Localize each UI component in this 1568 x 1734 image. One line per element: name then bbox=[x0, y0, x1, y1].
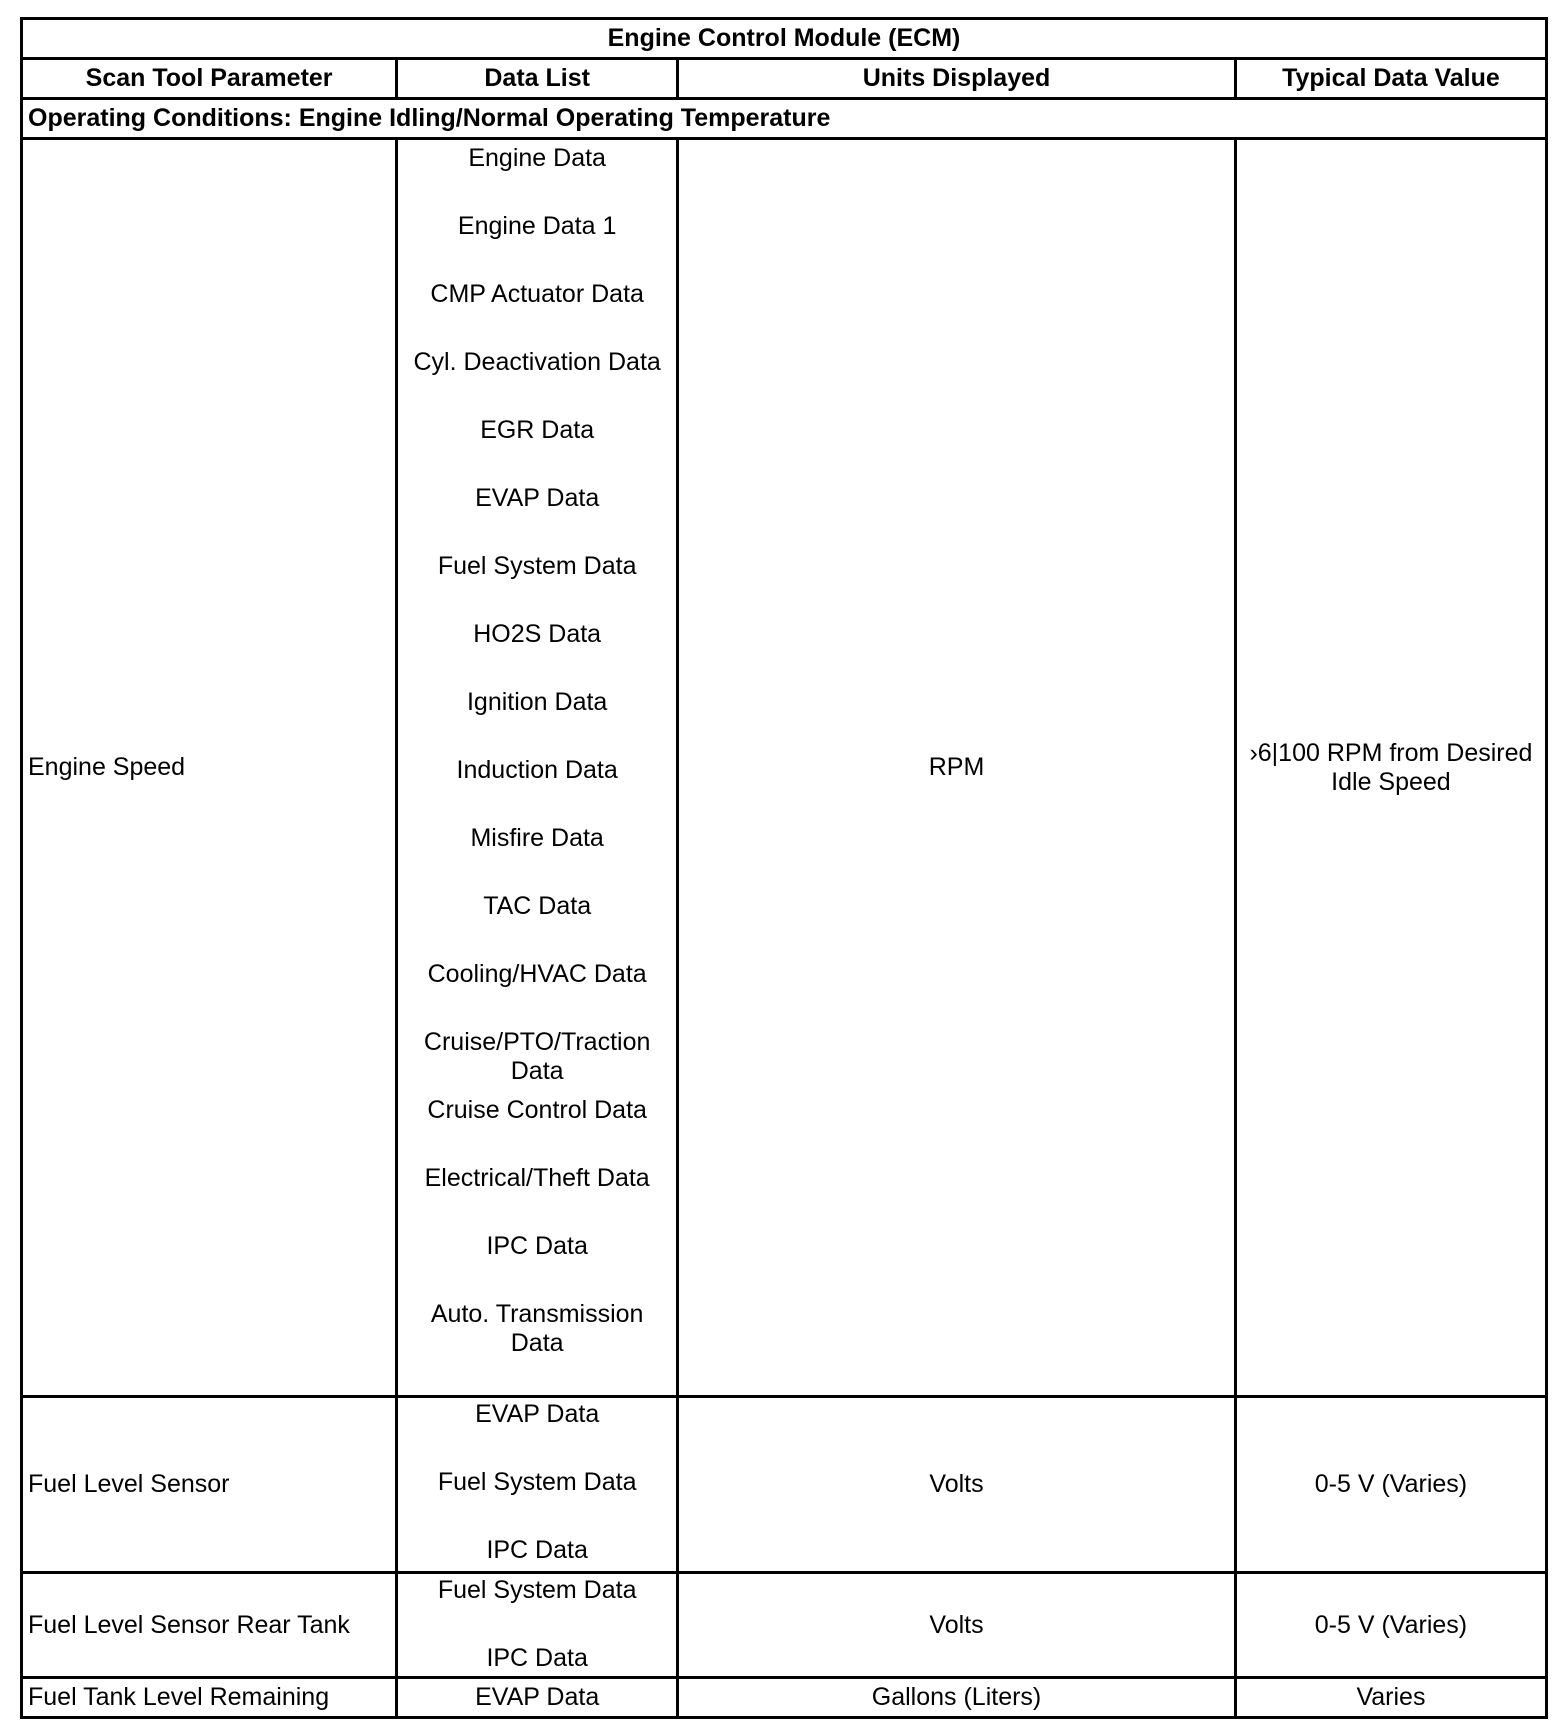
typical-data-value: 0-5 V (Varies) bbox=[1235, 1397, 1546, 1573]
table-header-row bbox=[22, 59, 1547, 99]
parameter-name: Fuel Tank Level Remaining bbox=[22, 1678, 397, 1718]
table-row bbox=[22, 1678, 1547, 1718]
ecm-data-table bbox=[20, 17, 1548, 1719]
data-list-item: Auto. Transmission Data bbox=[430, 1300, 644, 1357]
units-displayed: RPM bbox=[678, 139, 1236, 1397]
typical-data-value-text: ›6|100 RPM from Desired Idle Speed bbox=[1249, 738, 1533, 796]
parameter-name: Fuel Level Sensor Rear Tank bbox=[22, 1573, 397, 1678]
table-title: Engine Control Module (ECM) bbox=[22, 19, 1547, 59]
table-title-row bbox=[22, 19, 1547, 59]
header-units-displayed: Units Displayed bbox=[678, 59, 1236, 99]
typical-data-value: Varies bbox=[1235, 1678, 1546, 1718]
data-list-item: Electrical/Theft Data bbox=[424, 1164, 650, 1192]
data-list-item: Cooling/HVAC Data bbox=[427, 960, 647, 988]
data-list-item: Cyl. Deactivation Data bbox=[413, 348, 661, 376]
data-list-item: Engine Data bbox=[468, 144, 606, 172]
table-row bbox=[22, 1573, 1547, 1678]
data-list-item: Cruise Control Data bbox=[427, 1096, 647, 1124]
data-list-item: Engine Data 1 bbox=[457, 212, 617, 240]
data-list-item: Fuel System Data bbox=[437, 552, 637, 580]
table-row bbox=[22, 1397, 1547, 1573]
header-typical-data-value: Typical Data Value bbox=[1235, 59, 1546, 99]
data-list-cell bbox=[397, 1678, 678, 1718]
data-list-item: Induction Data bbox=[456, 756, 618, 784]
parameter-name: Fuel Level Sensor bbox=[22, 1397, 397, 1573]
typical-data-value: 0-5 V (Varies) bbox=[1235, 1573, 1546, 1678]
typical-data-value bbox=[1235, 139, 1546, 1397]
data-list-item: Ignition Data bbox=[466, 688, 608, 716]
data-list-item: IPC Data bbox=[486, 1644, 588, 1672]
data-list-item: EVAP Data bbox=[475, 1400, 600, 1428]
data-list-item: IPC Data bbox=[486, 1536, 588, 1564]
data-list-item: Cruise/PTO/Traction Data bbox=[423, 1028, 651, 1085]
data-list-item: HO2S Data bbox=[473, 620, 602, 648]
data-list-cell bbox=[397, 139, 678, 1397]
data-list-cell bbox=[397, 1573, 678, 1678]
operating-conditions: Operating Conditions: Engine Idling/Normal Operating Temperature bbox=[22, 99, 1547, 139]
data-list-item: Fuel System Data bbox=[437, 1468, 637, 1496]
data-list-item: EVAP Data bbox=[475, 1683, 600, 1711]
header-data-list: Data List bbox=[397, 59, 678, 99]
data-list-cell bbox=[397, 1397, 678, 1573]
data-list-item: EVAP Data bbox=[475, 484, 600, 512]
data-list-item: IPC Data bbox=[486, 1232, 588, 1260]
units-displayed: Gallons (Liters) bbox=[678, 1678, 1236, 1718]
data-list-item: Misfire Data bbox=[470, 824, 604, 852]
units-displayed: Volts bbox=[678, 1573, 1236, 1678]
data-list-item: TAC Data bbox=[483, 892, 592, 920]
data-list-item: EGR Data bbox=[480, 416, 595, 444]
parameter-name: Engine Speed bbox=[22, 139, 397, 1397]
data-list-item: CMP Actuator Data bbox=[430, 280, 644, 308]
header-scan-tool-parameter: Scan Tool Parameter bbox=[22, 59, 397, 99]
units-displayed: Volts bbox=[678, 1397, 1236, 1573]
table-row bbox=[22, 139, 1547, 1397]
data-list-item: Fuel System Data bbox=[437, 1576, 637, 1604]
operating-conditions-row bbox=[22, 99, 1547, 139]
